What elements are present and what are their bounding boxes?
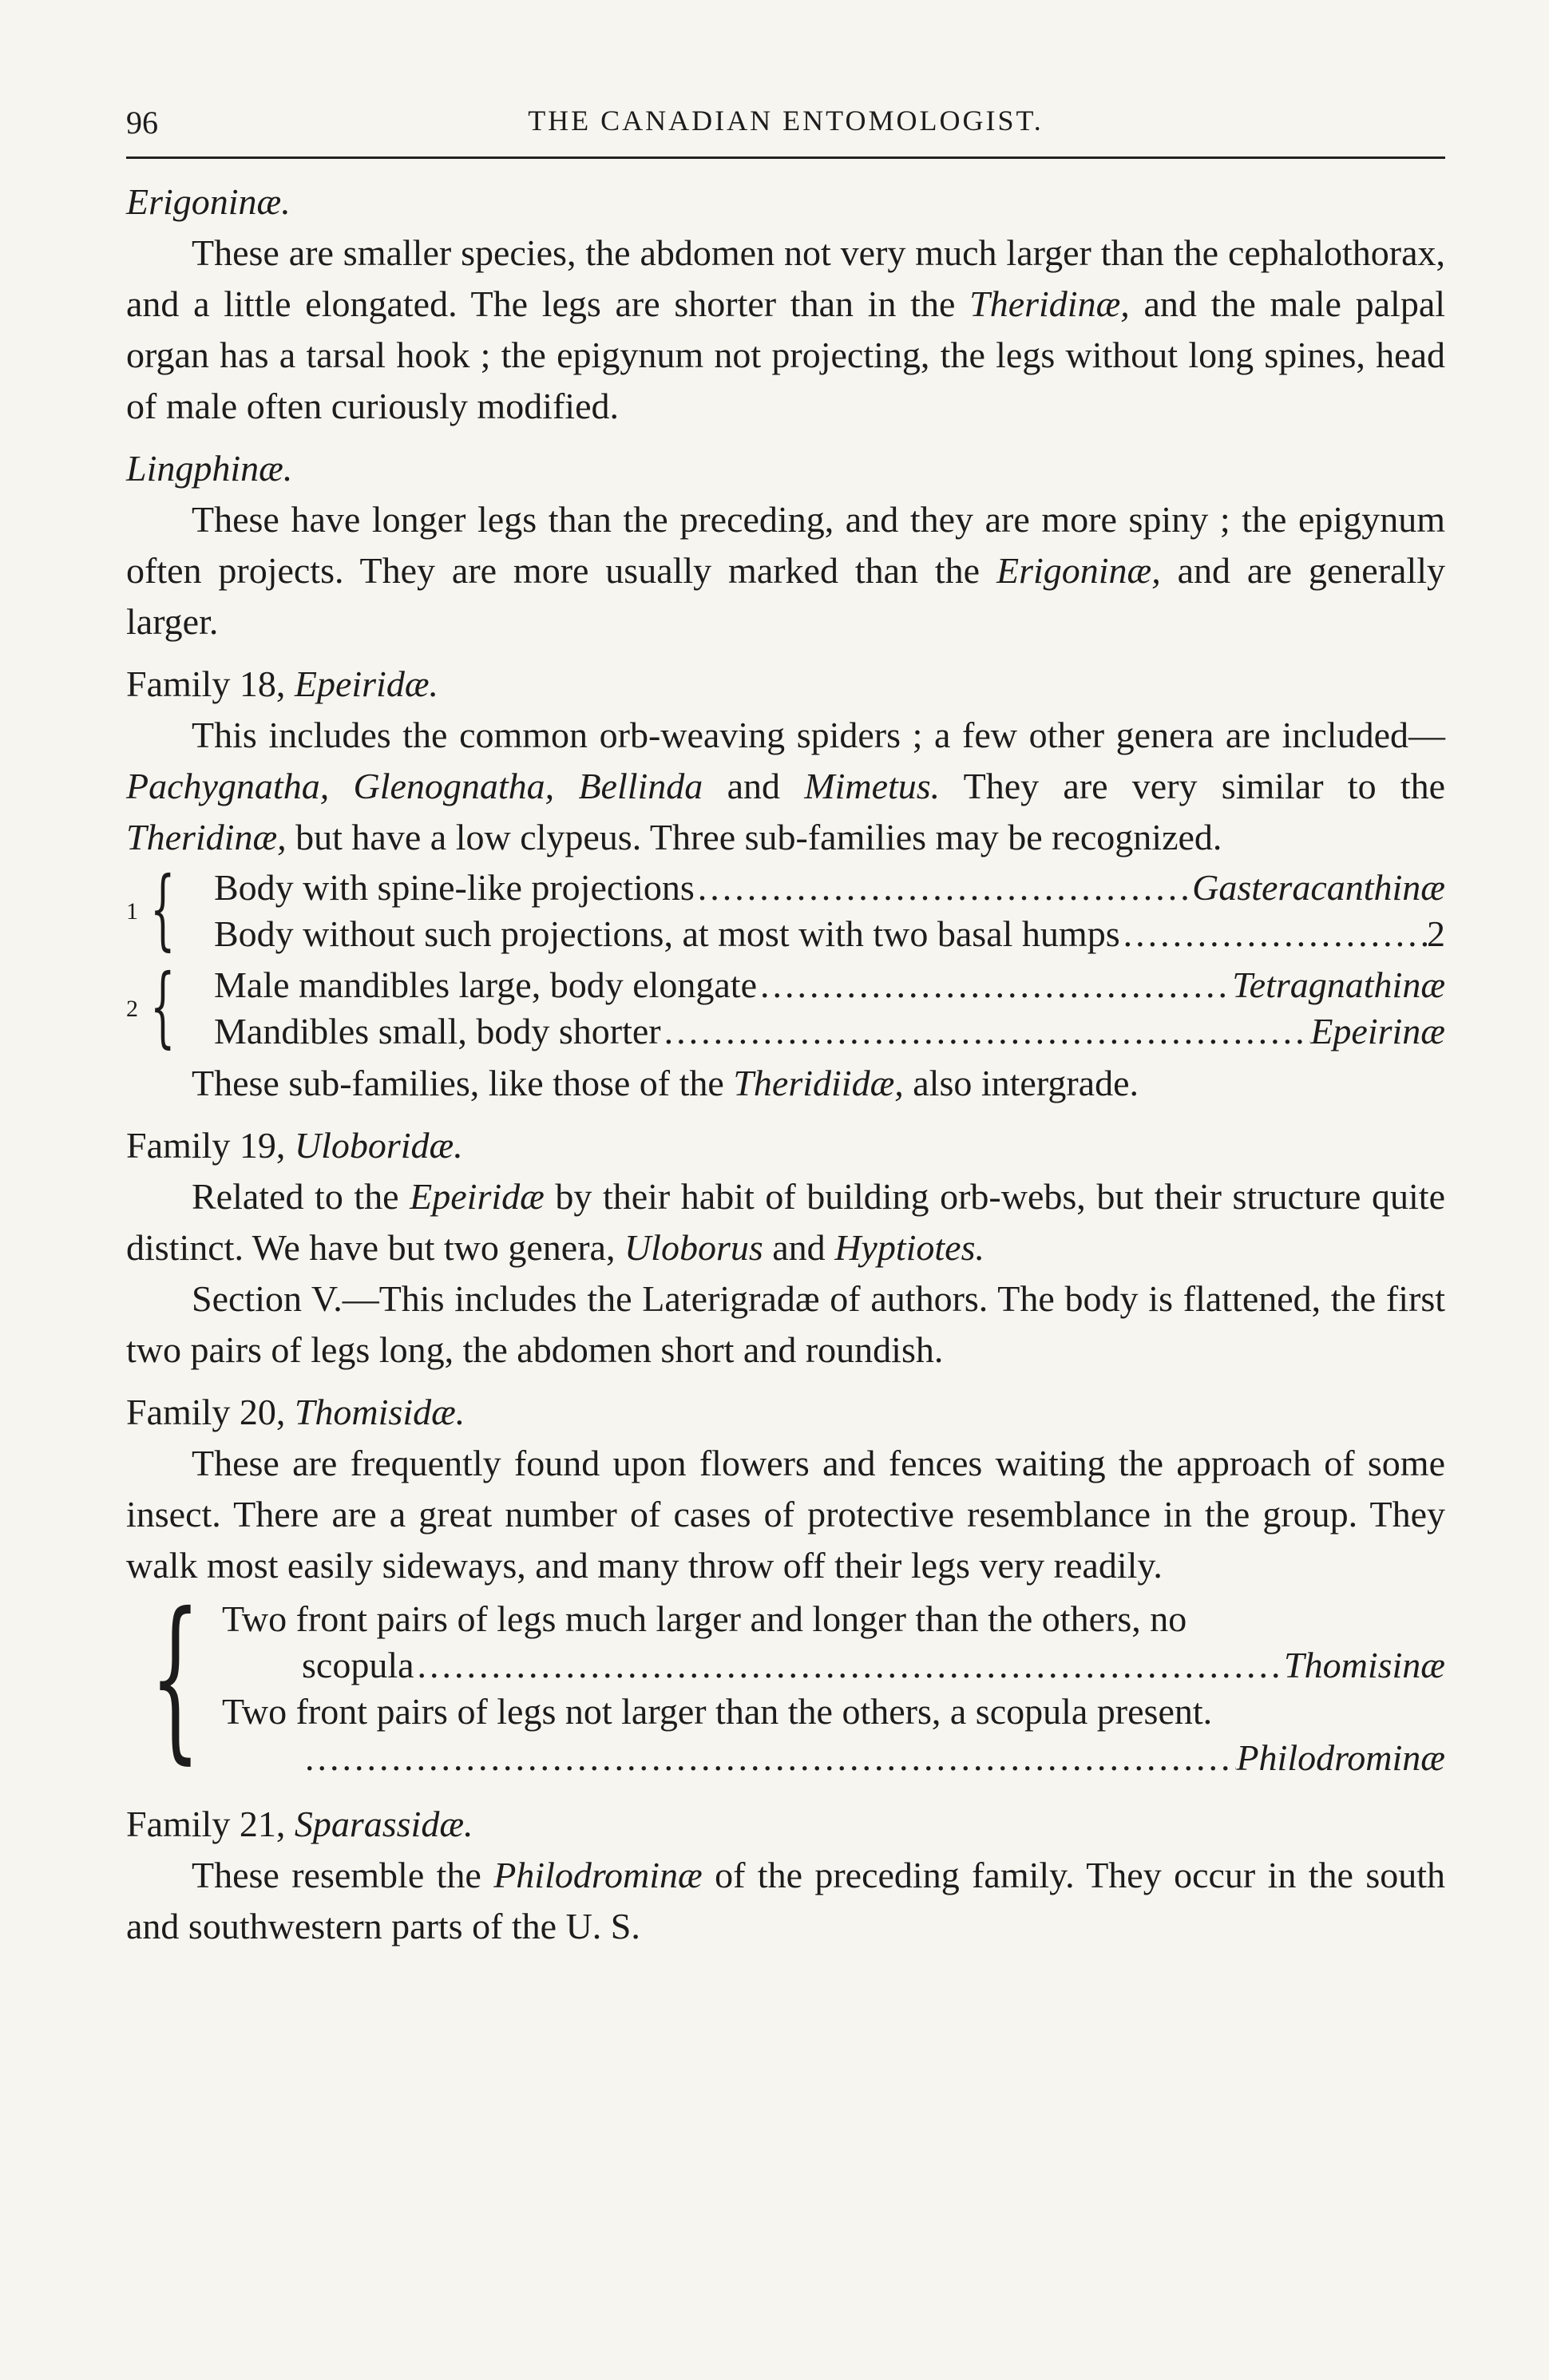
key-lead <box>214 1008 1445 1055</box>
key-lead-text: Mandibles small, body shorter <box>214 1011 661 1051</box>
taxon-name: Erigoninæ, <box>996 550 1161 591</box>
page-header <box>126 104 1445 152</box>
key-lead-text: Male mandibles large, body elongate <box>214 964 758 1005</box>
key-lead <box>222 1689 1445 1735</box>
taxon-name: Theridiidæ, <box>733 1063 904 1103</box>
key-lead-result: 2 <box>1427 913 1445 954</box>
couplet-number: 2 <box>126 996 138 1022</box>
key-couplet-1 <box>126 857 1445 960</box>
paragraph-erigoninae <box>126 228 1445 432</box>
key-lead-text: scopula <box>302 1645 414 1685</box>
page <box>126 104 1445 1952</box>
text-span: Related to the <box>192 1176 399 1217</box>
brace-icon: { <box>150 955 176 1057</box>
paragraph-family18-note <box>126 1058 1445 1109</box>
text-span: These have longer legs than the preceding, and they are more spiny ; the epigynum often projects. They are more usually marked than the <box>126 499 1445 591</box>
key-lead-text: Two front pairs of legs much larger and longer than the others, no <box>222 1598 1187 1639</box>
text-span: and the male palpal organ has a tarsal hook ; the epigynum not projecting, the legs without long spines, head of male often curiously modified. <box>126 283 1446 426</box>
brace-icon: { <box>150 857 176 960</box>
text-span: and <box>772 1227 826 1268</box>
key-lead-text: Body with spine-like projections <box>214 867 695 908</box>
paragraph-family19 <box>126 1171 1445 1273</box>
family-heading-19 <box>126 1120 1445 1171</box>
key-lead-result: Thomisinæ <box>1284 1645 1445 1685</box>
leader-dots <box>661 1008 1311 1055</box>
section-heading-linyphinae <box>126 443 1445 494</box>
text-span: of the preceding family. They occur in the south and southwestern parts of the U. S. <box>126 1855 1446 1946</box>
header-rule <box>126 156 1445 159</box>
text-span: These sub-families, like those of the <box>192 1063 724 1103</box>
page-number: 96 <box>126 105 158 141</box>
text-span: and are generally larger. <box>126 550 1446 642</box>
key-lead-continuation <box>302 1735 1445 1781</box>
genus-name: Hyptiotes. <box>834 1227 984 1268</box>
paragraph-family20: These are frequently found upon flowers and fences waiting the approach of some insect. There are a great number of cases of protective resemblance in the group. They walk most easily sideways, and many throw off their legs very readily. <box>126 1443 1445 1586</box>
running-head: THE CANADIAN ENTOMOLOGIST. <box>528 105 1044 137</box>
genus-name: Bellinda <box>578 766 703 806</box>
key-couplet-2 <box>126 955 1445 1057</box>
key-lead-result: Tetragnathinæ <box>1232 964 1445 1005</box>
family-number: Family 21, <box>126 1804 286 1844</box>
text-span: They are very similar to the <box>963 766 1446 806</box>
key-lead-result: Gasteracanthinæ <box>1192 867 1445 908</box>
text-span: also intergrade. <box>913 1063 1139 1103</box>
brace-icon: { <box>150 1575 200 1780</box>
genus-name: Glenognatha, <box>353 766 555 806</box>
key-couplet-thomisidae <box>126 1575 1445 1781</box>
key-lead <box>214 911 1445 957</box>
leader-dots <box>302 1735 1236 1781</box>
key-lead <box>222 1596 1445 1642</box>
leader-dots <box>695 865 1192 911</box>
text-span: These resemble the <box>192 1855 481 1895</box>
heading-text: Erigoninæ. <box>126 181 291 222</box>
family-number: Family 19, <box>126 1125 286 1166</box>
family-number: Family 20, <box>126 1392 286 1432</box>
taxon-name: Philodrominæ <box>493 1855 703 1895</box>
leader-dots <box>414 1642 1285 1689</box>
key-lead-result: Philodrominæ <box>1236 1737 1445 1778</box>
key-lead-result: Epeirinæ <box>1310 1011 1445 1051</box>
family-number: Family 18, <box>126 663 286 704</box>
key-lead <box>214 865 1445 911</box>
genus-name: Mimetus. <box>804 766 941 806</box>
family-name: Sparassidæ. <box>294 1804 473 1844</box>
taxon-name: Epeiridæ <box>410 1176 545 1217</box>
family-heading-21 <box>126 1799 1445 1850</box>
section-heading-erigoninae <box>126 176 1445 228</box>
heading-text: Lingphinæ. <box>126 448 293 489</box>
genus-name: Pachygnatha, <box>126 766 330 806</box>
paragraph-family18 <box>126 710 1445 863</box>
text-span: These are smaller species, the abdomen not very much larger than the cephalothorax, and a little elongated. The legs are shorter than in the <box>126 232 1445 324</box>
text-span: This includes the common orb-weaving spiders ; a few other genera are included— <box>192 715 1445 755</box>
family-heading-18 <box>126 659 1445 710</box>
key-lead <box>214 962 1445 1008</box>
text-span: but have a low clypeus. Three sub-families may be recognized. <box>295 817 1222 857</box>
key-lead-text: Body without such projections, at most with two basal humps <box>214 913 1120 954</box>
family-heading-20 <box>126 1387 1445 1438</box>
paragraph-section-v: Section V.—This includes the Laterigradæ of authors. The body is flattened, the first two pairs of legs long, the abdomen short and roundish. <box>126 1278 1445 1370</box>
taxon-name: Theridinæ, <box>126 817 287 857</box>
text-span: by their habit of building orb-webs, but their structure quite distinct. We have but two genera, <box>126 1176 1446 1268</box>
text-span: and <box>727 766 780 806</box>
leader-dots <box>757 962 1232 1008</box>
genus-name: Uloborus <box>624 1227 763 1268</box>
paragraph-family21 <box>126 1850 1445 1952</box>
couplet-number: 1 <box>126 898 138 925</box>
key-lead-continuation <box>302 1642 1445 1689</box>
family-name: Epeiridæ. <box>294 663 439 704</box>
key-lead-text: Two front pairs of legs not larger than the others, a scopula present. <box>222 1691 1213 1732</box>
leader-dots <box>1120 911 1427 957</box>
family-name: Thomisidæ. <box>294 1392 465 1432</box>
taxon-name: Theridinæ, <box>969 283 1130 324</box>
paragraph-linyphinae <box>126 494 1445 647</box>
family-name: Uloboridæ. <box>294 1125 463 1166</box>
